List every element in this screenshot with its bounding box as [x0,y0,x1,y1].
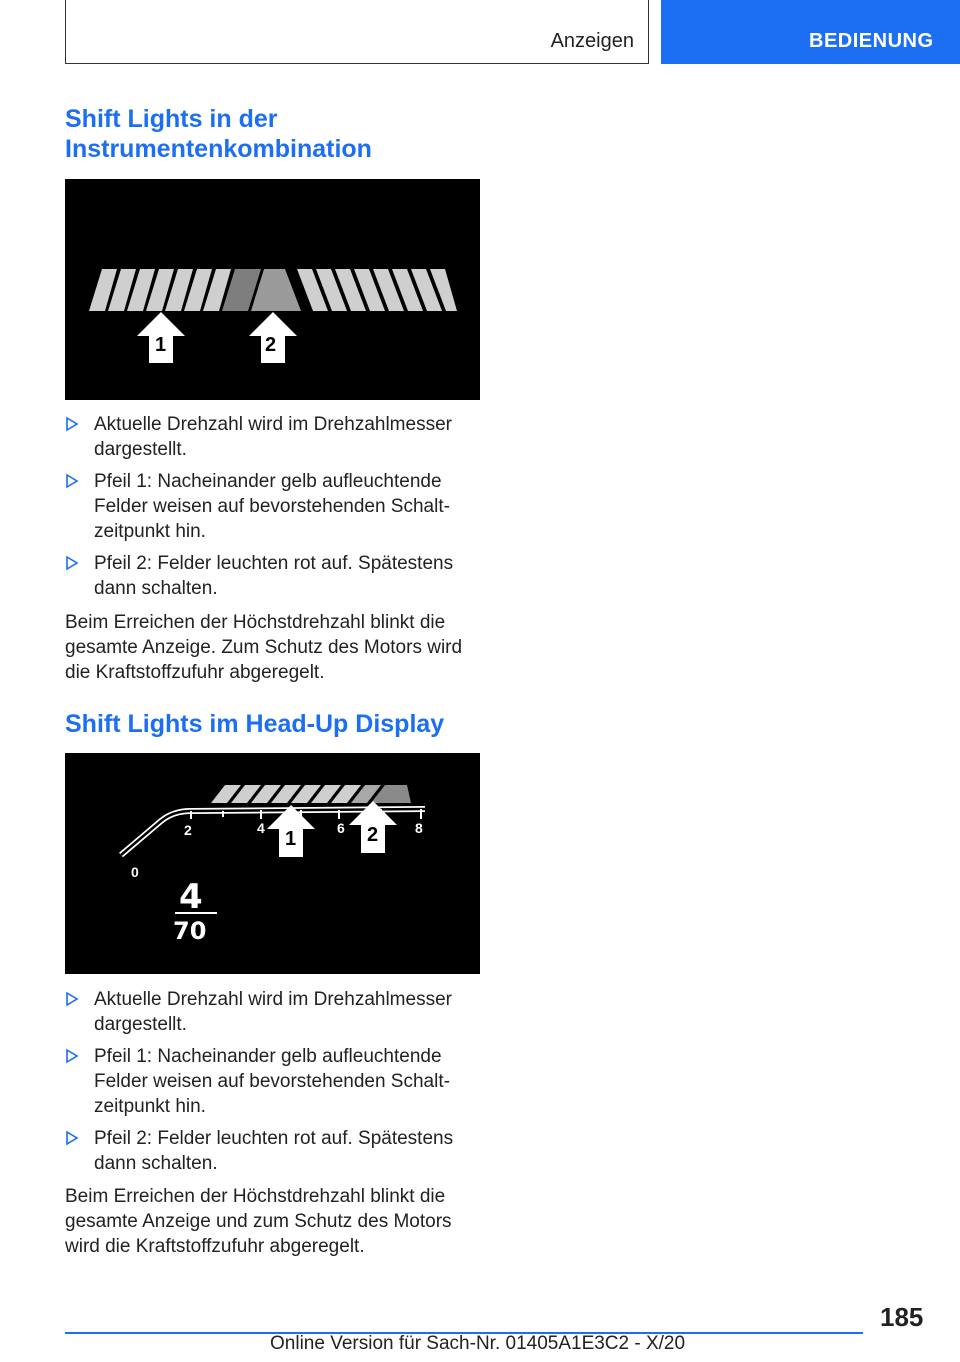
page-number: 185 [880,1302,924,1332]
hud-scale-label: 4 [257,820,265,836]
hud-scale-label: 2 [184,822,192,838]
bullet-text: Aktuelle Drehzahl wird im Drehzahlmesser dargestellt. [94,414,452,460]
bullet-list-cluster [65,412,480,608]
shift-light-bar [89,269,457,311]
shift-lights-cluster-figure [65,179,480,400]
bullet-list-hud [65,987,480,1183]
bullet-text: Pfeil 1: Nacheinander gelb aufleuchtende Felder weisen auf bevorstehenden Schalt‐ zeitpunkt hin. [94,471,450,542]
section-title-instrument-cluster [65,104,372,164]
bullet-text: Pfeil 2: Felder leuchten rot auf. Spätestens dann schalten. [94,1128,454,1174]
section-title-line1: Shift Lights in der [65,105,278,133]
arrow-2-icon [249,312,297,363]
bullet-text: Pfeil 2: Felder leuchten rot auf. Spätestens dann schalten. [94,553,454,599]
arrow-1-icon [137,312,185,363]
bullet-triangle-icon [65,1130,79,1146]
list-item [65,469,480,544]
section-title-line2: Instrumentenkombination [65,135,372,163]
hud-gear-value: 4 [179,877,203,917]
list-item [65,551,480,601]
hud-scale-label: 0 [131,864,139,880]
hud-callout-1-label: 1 [285,828,297,850]
bullet-text: Pfeil 1: Nacheinander gelb aufleuchtende Felder weisen auf bevorstehenden Schalt‐ zeitpunkt hin. [94,1046,450,1117]
shift-lights-hud-figure [65,753,480,974]
bullet-text: Aktuelle Drehzahl wird im Drehzahlmesser dargestellt. [94,989,452,1035]
callout-1-label: 1 [155,334,167,356]
footer-online-version: Online Version für Sach-Nr. 01405A1E3C2 - X/20 [270,1333,686,1354]
section-title-head-up-display: Shift Lights im Head-Up Display [65,710,445,738]
header-section-box [65,0,649,64]
list-item [65,987,480,1037]
bullet-triangle-icon [65,555,79,571]
hud-callout-2-label: 2 [367,824,379,846]
hud-scale-label: 6 [337,820,345,836]
list-item [65,1044,480,1119]
hud-scale-label: 8 [415,820,423,836]
header-section-title: Anzeigen [550,30,634,52]
bullet-triangle-icon [65,991,79,1007]
callout-2-label: 2 [265,334,277,356]
paragraph-cluster: Beim Erreichen der Höchstdrehzahl blinkt die gesamte Anzeige. Zum Schutz des Motors wird die Kraftstoffzufuhr abgeregelt. [65,612,463,683]
list-item [65,1126,480,1176]
header-chapter-tab: BEDIENUNG [661,0,960,64]
hud-speed-value: 70 [173,917,207,945]
bullet-triangle-icon [65,1048,79,1064]
paragraph-hud: Beim Erreichen der Höchstdrehzahl blinkt die gesamte Anzeige und zum Schutz des Motors wird die Kraftstoffzufuhr abgeregelt. [65,1186,452,1257]
bullet-triangle-icon [65,416,79,432]
bullet-triangle-icon [65,473,79,489]
list-item [65,412,480,462]
hud-shift-light-bar [211,785,411,803]
